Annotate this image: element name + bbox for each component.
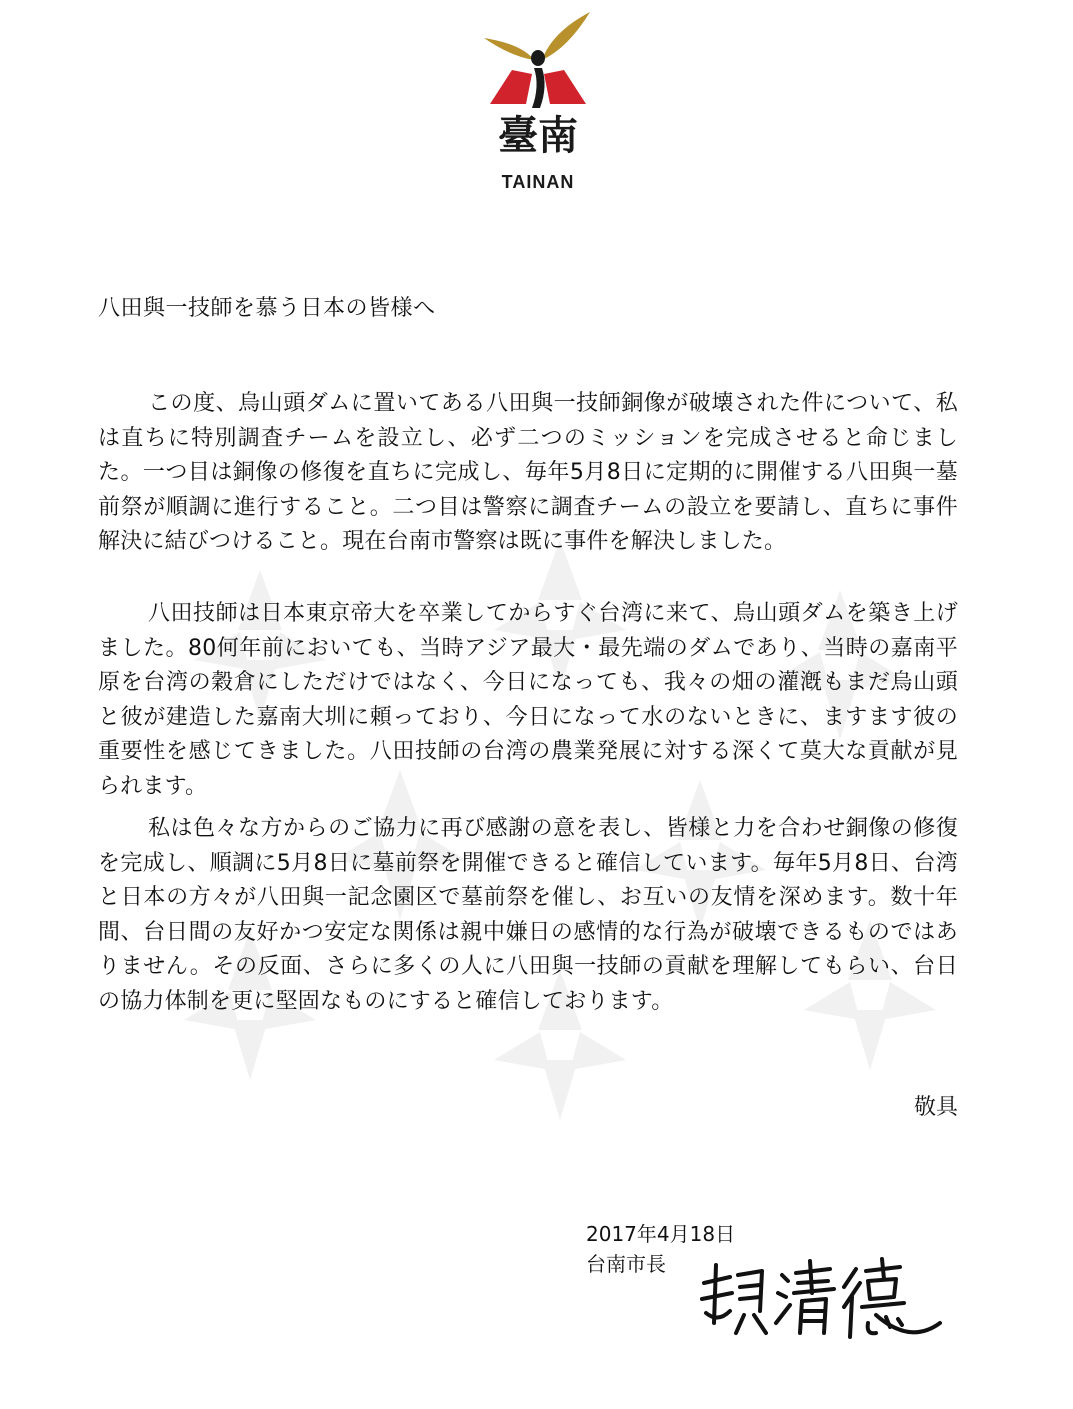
logo-mark-text: 臺南 <box>498 112 578 159</box>
salutation: 八田與一技師を慕う日本の皆様へ <box>98 296 436 321</box>
paragraph-3: 私は色々な方からのご協力に再び感謝の意を表し、皆様と力を合わせ銅像の修復を完成し、順調に5月8日に墓前祭を開催できると確信しています。毎年5月8日、台湾と日本の方々が八田與一記念園区で墓前祭を催し、お互いの友情を深めます。数十年間、台日間の友好かつ安定な関係は親中嫌日の感情的な行為が破壊できるものではありません。その反面、さらに多くの人に八田與一技師の貢献を理解してもらい、台日の協力体制を更に堅固なものにすると確信しております。 <box>98 816 958 1014</box>
logo-wordmark: TAINAN <box>501 172 575 192</box>
letter-date: 2017年4月18日 <box>586 1222 736 1246</box>
paragraph-2: 八田技師は日本東京帝大を卒業してからすぐ台湾に来て、烏山頭ダムを築き上げました。80何年前においても、当時アジア最大・最先端のダムであり、当時の嘉南平原を台湾の穀倉にしただけではなく、今日になっても、我々の畑の灌漑もまだ烏山頭と彼が建造した嘉南大圳に頼っており、今日になって水のないときに、ますます彼の重要性を感じてきました。八田技師の台湾の農業発展に対する深くて莫大な貢献が見られます。 <box>98 601 958 799</box>
closing: 敬具 <box>913 1095 958 1120</box>
handwritten-signature <box>690 1253 950 1343</box>
tainan-emblem-icon <box>482 8 594 118</box>
signer-title: 台南市長 <box>586 1252 666 1276</box>
tainan-logo <box>482 8 594 198</box>
paragraph-1: この度、烏山頭ダムに置いてある八田與一技師銅像が破壊された件について、私は直ちに特別調査チームを設立し、必ず二つのミッションを完成させると命じました。一つ目は銅像の修復を直ちに完成し、毎年5月8日に定期的に開催する八田與一墓前祭が順調に進行すること。二つ目は警察に調査チームの設立を要請し、直ちに事件解決に結びつけること。現在台南市警察は既に事件を解決しました。 <box>98 391 958 554</box>
